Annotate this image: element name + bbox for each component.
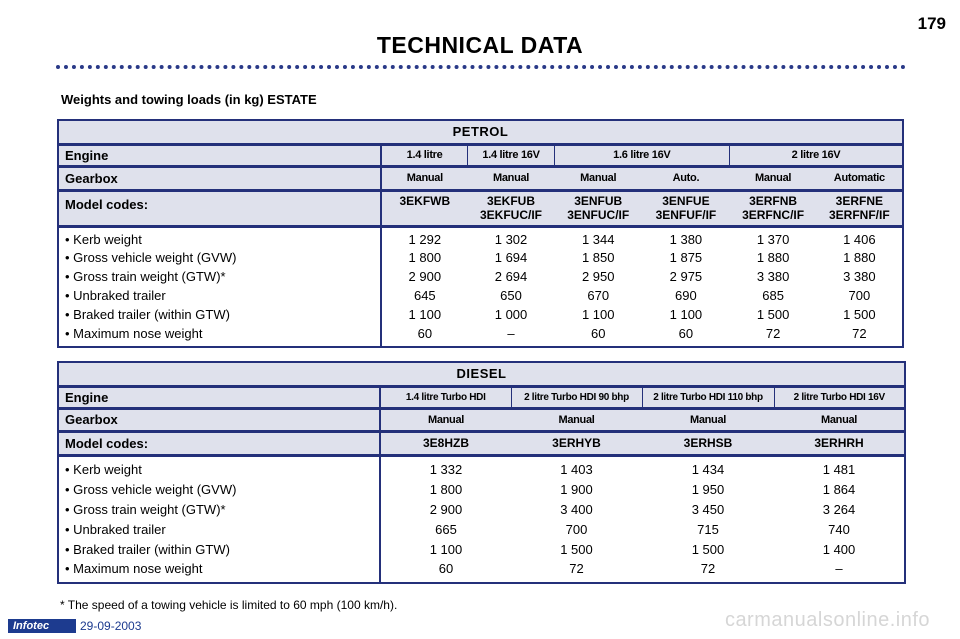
value-cell: 1 302: [468, 226, 554, 248]
row-label: • Gross train weight (GTW)*: [58, 267, 381, 286]
value-cell: 72: [852, 325, 867, 341]
value-cell: 1 800: [429, 481, 463, 497]
value-cell: 1 481: [774, 455, 905, 479]
model-code-alt: 3EKFUC/IF: [480, 208, 543, 222]
engine-header: 1.6 litre 16V: [554, 144, 729, 166]
row-label: • Gross vehicle weight (GVW): [58, 479, 380, 499]
gearbox-cell: Manual: [468, 166, 554, 190]
value-cell: 1 800: [408, 250, 442, 265]
row-label: • Unbraked trailer: [58, 519, 380, 539]
row-label: • Gross vehicle weight (GVW): [58, 248, 381, 267]
model-code: 3ENFUE: [662, 194, 710, 208]
value-cell: 3 450: [691, 501, 725, 517]
value-cell: 1 880: [756, 250, 790, 265]
value-cell: 2 900: [429, 501, 463, 517]
value-cell: 715: [697, 521, 719, 537]
engine-header: 2 litre 16V: [730, 144, 904, 166]
model-code: 3EKFWB: [399, 194, 451, 208]
value-cell: 1 434: [642, 455, 774, 479]
value-cell: 3 400: [560, 501, 593, 517]
gearbox-cell: Manual: [511, 408, 642, 431]
value-cell: –: [507, 325, 515, 341]
gearbox-cell: Manual: [554, 166, 642, 190]
row-label: • Kerb weight: [58, 226, 381, 248]
value-cell: 1 400: [822, 541, 856, 557]
diesel-title-row: [58, 362, 905, 386]
table-row: [58, 539, 905, 559]
value-cell: 700: [565, 521, 588, 537]
value-cell: 700: [848, 288, 871, 303]
value-cell: 3 380: [756, 269, 790, 284]
value-cell: 2 975: [669, 269, 703, 284]
footnote: * The speed of a towing vehicle is limited to 60 mph (100 km/h).: [60, 598, 398, 612]
value-cell: 1 344: [554, 226, 642, 248]
diesel-engine-row: [58, 386, 905, 408]
value-cell: 3 380: [843, 269, 876, 284]
value-cell: 1 875: [669, 250, 703, 265]
model-code-alt: 3ENFUF/IF: [655, 208, 717, 222]
diesel-gearbox-row: [58, 408, 905, 431]
engine-header: 1.4 litre: [381, 144, 468, 166]
watermark: carmanualsonline.info: [724, 609, 930, 631]
value-cell: 72: [700, 561, 716, 576]
petrol-gearbox-row: [58, 166, 903, 190]
model-code-cell: [817, 190, 903, 226]
row-label: • Braked trailer (within GTW): [58, 305, 381, 324]
row-label: • Braked trailer (within GTW): [58, 539, 380, 559]
value-cell: 1 500: [560, 541, 593, 557]
gearbox-label: Gearbox: [58, 166, 381, 190]
value-cell: 1 900: [560, 481, 593, 497]
value-cell: 665: [435, 521, 457, 537]
model-code: 3E8HZB: [380, 431, 511, 455]
engine-label: Engine: [58, 386, 380, 408]
value-cell: 1 100: [669, 307, 703, 322]
value-cell: 1 880: [843, 250, 876, 265]
model-code: 3ERHRH: [774, 431, 905, 455]
value-cell: 72: [765, 325, 781, 341]
gearbox-cell: Manual: [642, 408, 774, 431]
diesel-title: DIESEL: [58, 362, 905, 386]
page-number: 179: [917, 14, 946, 33]
value-cell: 1 500: [756, 307, 790, 322]
print-date: 29-09-2003: [80, 619, 142, 633]
petrol-engine-row: [58, 144, 903, 166]
gearbox-label: Gearbox: [58, 408, 380, 431]
model-code: 3ERFNE: [835, 194, 884, 208]
page-title: TECHNICAL DATA: [376, 32, 584, 58]
table-row: [58, 267, 903, 286]
table-row: [58, 455, 905, 479]
gearbox-cell: Manual: [381, 166, 468, 190]
value-cell: 2 950: [581, 269, 615, 284]
value-cell: 1 292: [381, 226, 468, 248]
value-cell: 1 500: [691, 541, 725, 557]
diesel-model-codes-row: [58, 431, 905, 455]
gearbox-cell: Manual: [730, 166, 817, 190]
section-heading: Weights and towing loads (in kg) ESTATE: [61, 92, 317, 107]
value-cell: 1 950: [691, 481, 725, 497]
table-row: [58, 324, 903, 347]
value-cell: 645: [413, 288, 436, 303]
table-row: [58, 559, 905, 583]
value-cell: 1 500: [843, 307, 876, 322]
engine-header: 2 litre Turbo HDI 110 bhp: [642, 386, 774, 408]
petrol-title: PETROL: [58, 120, 903, 144]
model-code: 3ERHSB: [642, 431, 774, 455]
value-cell: 1 100: [429, 541, 463, 557]
model-code-cell: [381, 190, 468, 226]
model-codes-label: Model codes:: [58, 431, 380, 455]
model-code: 3EKFUB: [487, 194, 536, 208]
model-code: 3ERFNB: [749, 194, 798, 208]
value-cell: 60: [417, 325, 433, 341]
row-label: • Unbraked trailer: [58, 286, 381, 305]
value-cell: 60: [678, 325, 694, 341]
row-label: • Kerb weight: [58, 455, 380, 479]
table-row: [58, 226, 903, 248]
model-code-cell: [730, 190, 817, 226]
engine-header: 2 litre Turbo HDI 90 bhp: [511, 386, 642, 408]
title-divider: [56, 65, 906, 69]
table-row: [58, 519, 905, 539]
value-cell: 740: [828, 521, 850, 537]
model-code-cell: [554, 190, 642, 226]
value-cell: 3 264: [822, 501, 856, 517]
value-cell: 1 370: [730, 226, 817, 248]
value-cell: –: [835, 561, 843, 576]
model-code-alt: 3ERFNF/IF: [829, 208, 890, 222]
gearbox-cell: Manual: [380, 408, 511, 431]
value-cell: 1 000: [494, 307, 528, 322]
model-code: 3ERHYB: [511, 431, 642, 455]
value-cell: 60: [590, 325, 606, 341]
engine-header: 1.4 litre 16V: [468, 144, 554, 166]
engine-header: 1.4 litre Turbo HDI: [380, 386, 511, 408]
value-cell: 60: [438, 561, 454, 576]
model-code-alt: [384, 208, 466, 222]
table-row: [58, 286, 903, 305]
petrol-title-row: [58, 120, 903, 144]
model-code-alt: 3ERFNC/IF: [742, 208, 805, 222]
table-row: [58, 479, 905, 499]
gearbox-cell: Auto.: [642, 166, 729, 190]
row-label: • Maximum nose weight: [58, 324, 381, 347]
model-codes-label: Model codes:: [58, 190, 381, 226]
model-code: 3ENFUB: [574, 194, 623, 208]
model-code-alt: 3ENFUC/IF: [567, 208, 630, 222]
model-code-cell: [468, 190, 554, 226]
engine-header: 2 litre Turbo HDI 16V: [774, 386, 905, 408]
value-cell: 1 403: [511, 455, 642, 479]
row-label: • Maximum nose weight: [58, 559, 380, 583]
gearbox-cell: Automatic: [817, 166, 903, 190]
value-cell: 1 864: [822, 481, 856, 497]
value-cell: 1 332: [380, 455, 511, 479]
petrol-table: [57, 119, 904, 348]
value-cell: 1 694: [494, 250, 528, 265]
value-cell: 2 694: [494, 269, 528, 284]
value-cell: 690: [675, 288, 697, 303]
value-cell: 72: [569, 561, 584, 576]
gearbox-cell: Manual: [774, 408, 905, 431]
value-cell: 1 100: [408, 307, 442, 322]
petrol-model-codes-row: [58, 190, 903, 226]
value-cell: 1 406: [817, 226, 903, 248]
value-cell: 650: [500, 288, 522, 303]
value-cell: 1 850: [581, 250, 615, 265]
table-row: [58, 248, 903, 267]
value-cell: 2 900: [408, 269, 442, 284]
value-cell: 685: [762, 288, 784, 303]
value-cell: 1 380: [642, 226, 729, 248]
row-label: • Gross train weight (GTW)*: [58, 499, 380, 519]
table-row: [58, 305, 903, 324]
model-code-cell: [642, 190, 729, 226]
diesel-table: [57, 361, 906, 584]
infotec-logo: Infotec: [8, 619, 76, 633]
engine-label: Engine: [58, 144, 381, 166]
value-cell: 670: [587, 288, 610, 303]
table-row: [58, 499, 905, 519]
value-cell: 1 100: [581, 307, 615, 322]
